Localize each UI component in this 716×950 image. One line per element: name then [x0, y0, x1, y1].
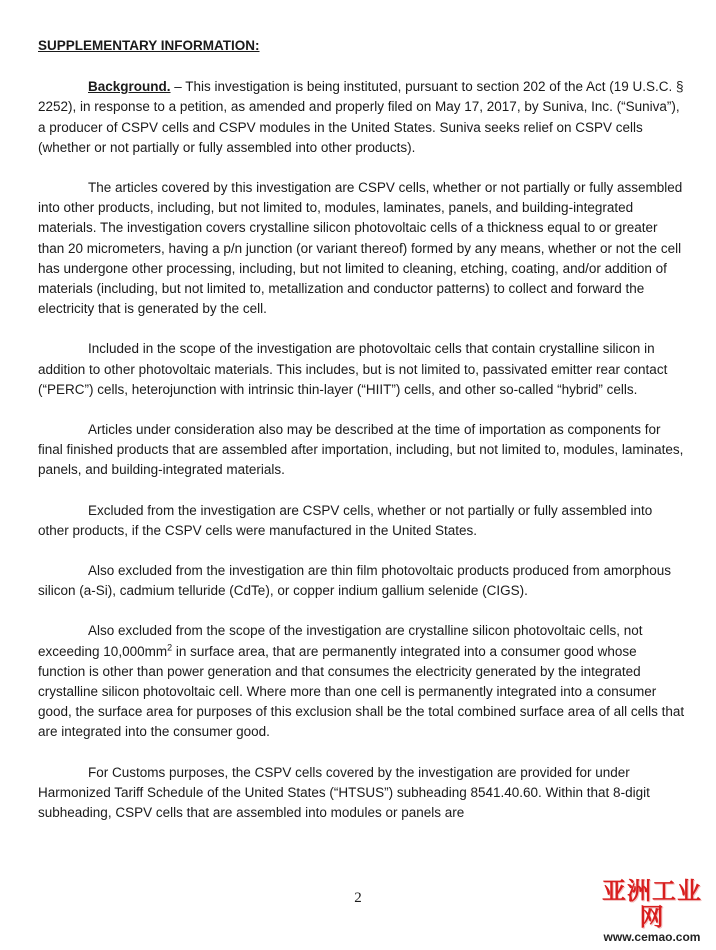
background-label: Background.	[88, 79, 171, 95]
section-heading: SUPPLEMENTARY INFORMATION:	[38, 38, 260, 53]
surface-text-before: Also excluded from the scope of the investigation are crystalline silicon photovoltaic cells, not exceeding 10,000mm	[38, 623, 643, 659]
watermark-logo	[596, 878, 708, 944]
excluded-us-paragraph: Excluded from the investigation are CSPV cells, whether or not partially or fully assembled into other products, if the CSPV cells were manufactured in the United States.	[38, 502, 653, 538]
background-paragraph	[38, 77, 686, 158]
superscript-two: 2	[167, 642, 173, 653]
watermark-url: www.cemao.com	[603, 930, 701, 944]
excluded-consumer-good-paragraph	[38, 621, 686, 742]
scope-paragraph: The articles covered by this investigation are CSPV cells, whether or not partially or fully assembled into other products, including, but not limited to, modules, laminates, panels, and building-integrated materials. The investigation covers crystalline silicon photovoltaic cells of a thickness equal to or greater than 20 micrometers, having a p/n junction (or variant thereof) formed by any means, whether or not the cell has undergone other processing, including, but not limited to cleaning, etching, coating, and/or addition of materials (including, but not limited to, metallization and conductor patterns) to collect and forward the electricity that is generated by the cell.	[38, 180, 683, 317]
watermark-text: 亚洲工业网	[602, 877, 702, 931]
articles-paragraph: Articles under consideration also may be described at the time of importation as components for final finished products that are assembled after importation, including, but not limited to, modules, laminates, panels, and building-integrated materials.	[38, 422, 684, 478]
excluded-thin-film-paragraph: Also excluded from the investigation are thin film photovoltaic products produced from amorphous silicon (a-Si), cadmium telluride (CdTe), or copper indium gallium selenide (CIGS).	[38, 563, 672, 599]
surface-text-after: in surface area, that are permanently integrated into a consumer good whose function is other than power generation and that consumes the electricity generated by the integrated crystalline silicon photovoltaic cell. Where more than one cell is permanently integrated into a consumer good, the surface area for purposes of this exclusion shall be the total combined surface area of all cells that are integrated into the consumer good.	[38, 643, 685, 740]
background-text: – This investigation is being instituted, pursuant to section 202 of the Act (19 U.S.C. § 2252), in response to a petition, as amended and properly filed on May 17, 2017, by Suniva, Inc. (“Suniva”), a producer of CSPV cells and CSPV modules in the United States. Suniva seeks relief on CSPV cells (whether or not partially or fully assembled into other products).	[38, 79, 684, 155]
page-number: 2	[354, 890, 362, 906]
document-body	[38, 36, 686, 843]
customs-paragraph: For Customs purposes, the CSPV cells covered by the investigation are provided for under Harmonized Tariff Schedule of the United States (“HTSUS”) subheading 8541.40.60. Within that 8-digit subheading, CSPV cells that are assembled into modules or panels are	[38, 764, 650, 821]
included-paragraph: Included in the scope of the investigation are photovoltaic cells that contain crystalline silicon in addition to other photovoltaic materials. This includes, but is not limited to, passivated emitter rear contact (“PERC”) cells, heterojunction with intrinsic thin-layer (“HIIT”) cells, and other so-called “hybrid” cells.	[38, 341, 668, 397]
